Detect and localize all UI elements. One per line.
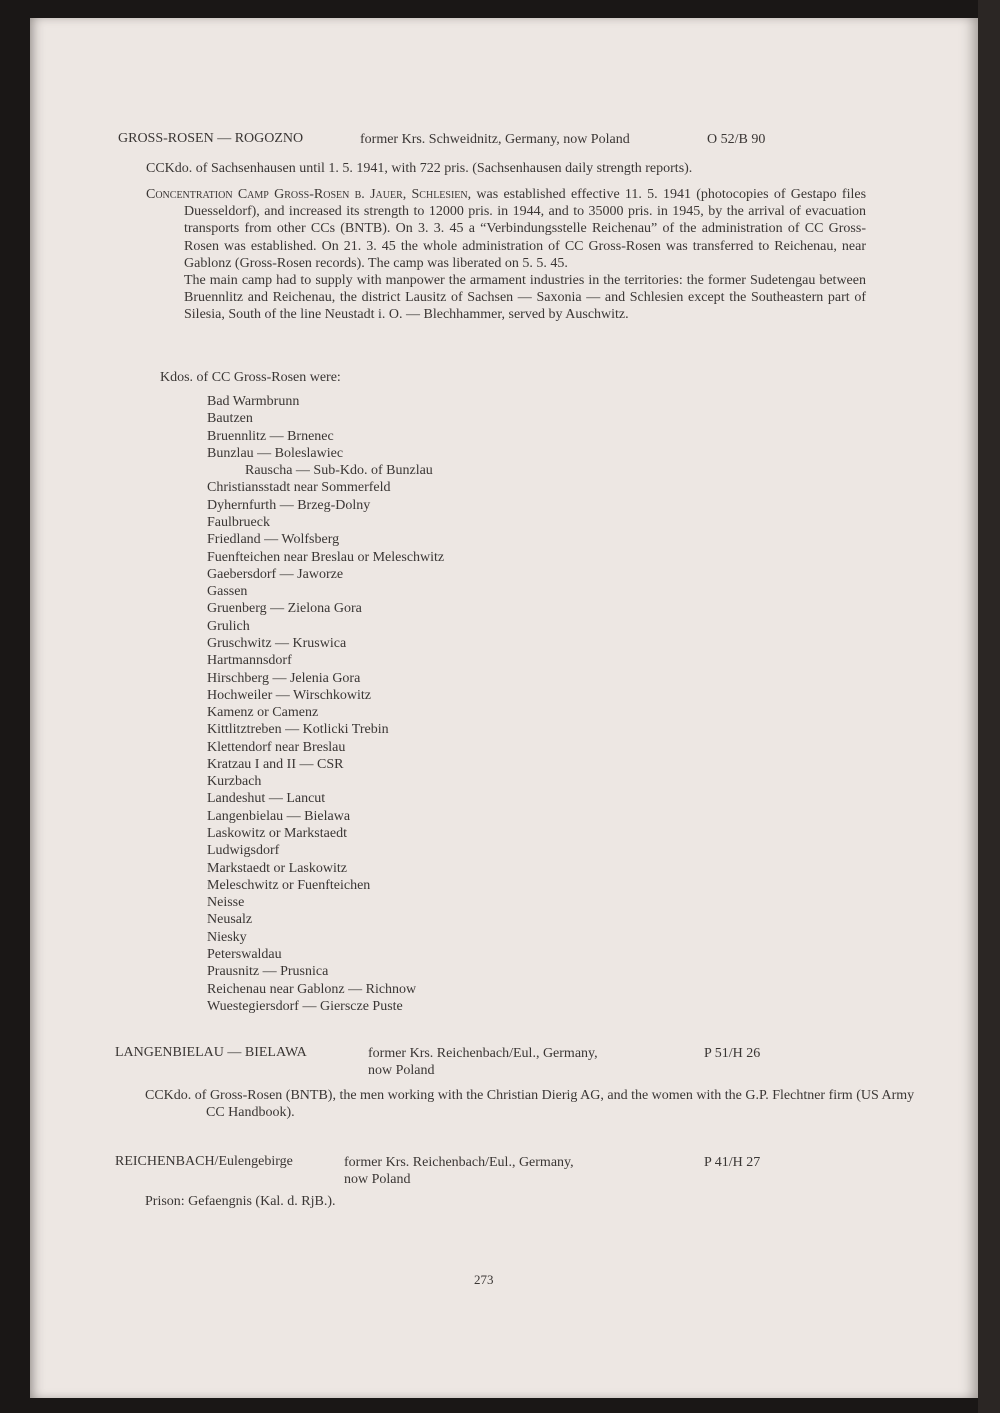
- book-edge: [978, 0, 1000, 1413]
- list-item: Hirschberg — Jelenia Gora: [207, 670, 361, 686]
- list-item: Gassen: [207, 584, 248, 600]
- entry-grid: P 41/H 27: [704, 1155, 761, 1170]
- page-number: 273: [474, 1272, 494, 1287]
- list-item: Friedland — Wolfsberg: [207, 532, 340, 548]
- entry-location: former Krs. Reichenbach/Eul., Germany,: [368, 1046, 598, 1061]
- list-item: Kamenz or Camenz: [207, 705, 319, 721]
- entry-location: now Poland: [344, 1172, 411, 1187]
- list-item: Laskowitz or Markstaedt: [207, 826, 347, 842]
- paragraph-text: was established effective 11. 5. 1941 (photocopies of Gestapo files Duesseldorf), and increased its strength to 12000 pris. in 1944, and to 35000 pris. in 1945, by the arrival of evacuation transports from other CCs (BNTB). On 3. 3. 45 a “Verbindungsstelle Reichenau” of the administration of CC Gross-Rosen was established. On 21. 3. 45 the whole administration of CC Gross-Rosen was transferred to Reichenau, near Gablonz (Gross-Rosen records). The camp was liberated on 5. 5. 45.: [184, 187, 867, 271]
- entry-heading: REICHENBACH/Eulengebirge: [115, 1154, 293, 1169]
- list-item: Christiansstadt near Sommerfeld: [207, 480, 391, 496]
- entry-location: now Poland: [368, 1063, 435, 1078]
- list-item: Fuenfteichen near Breslau or Meleschwitz: [207, 549, 445, 565]
- list-item: Bunzlau — Boleslawiec: [207, 445, 344, 461]
- kdos-list: [207, 393, 444, 1015]
- list-item: Ludwigsdorf: [207, 843, 280, 859]
- list-item: Neisse: [207, 895, 245, 911]
- list-item: Landeshut — Lancut: [207, 791, 326, 807]
- list-item: Kratzau I and II — CSR: [207, 756, 344, 772]
- list-item: Wuestegiersdorf — Gierscze Puste: [207, 998, 403, 1014]
- list-item: Gruschwitz — Kruswica: [207, 635, 347, 651]
- list-item: Faulbrueck: [207, 514, 270, 530]
- list-item: Reichenau near Gablonz — Richnow: [207, 981, 417, 997]
- list-item: Kurzbach: [207, 774, 262, 790]
- list-item: Neusalz: [207, 912, 253, 928]
- list-item: Gaebersdorf — Jaworze: [207, 566, 344, 582]
- list-item: Meleschwitz or Fuenfteichen: [207, 877, 371, 893]
- kdos-label: Kdos. of CC Gross-Rosen were:: [160, 370, 341, 385]
- list-item: Dyhernfurth — Brzeg-Dolny: [207, 497, 371, 513]
- paragraph-text: The main camp had to supply with manpower the armament industries in the territories: the former Sudetengau between Bruennlitz and Reichenau, the district Lausitz of Sachsen — Saxonia — and Schlesien except the Southeastern part of Silesia, South of the line Neustadt i. O. — Blechhammer, served by Auschwitz.: [184, 273, 866, 323]
- list-item: Gruenberg — Zielona Gora: [207, 601, 362, 617]
- list-item: Hochweiler — Wirschkowitz: [207, 687, 372, 703]
- camp-name: Concentration Camp Gross-Rosen b. Jauer, Schlesien,: [146, 187, 472, 202]
- entry-paragraph: Prison: Gefaengnis (Kal. d. RjB.).: [145, 1194, 336, 1209]
- list-item: Bruennlitz — Brnenec: [207, 428, 334, 444]
- list-item: Rauscha — Sub-Kdo. of Bunzlau: [245, 463, 433, 479]
- entry-location: former Krs. Schweidnitz, Germany, now Poland: [360, 132, 630, 147]
- entry-grid: O 52/B 90: [707, 132, 766, 147]
- list-item: Hartmannsdorf: [207, 653, 292, 669]
- list-item: Prausnitz — Prusnica: [207, 964, 329, 980]
- list-item: Bad Warmbrunn: [207, 394, 300, 409]
- entry-paragraph: CCKdo. of Gross-Rosen (BNTB), the men working with the Christian Dierig AG, and the women with the G.P. Flechtner firm (US Army CC Handbook).: [145, 1088, 915, 1121]
- list-item: Niesky: [207, 929, 247, 945]
- list-item: Langenbielau — Bielawa: [207, 808, 351, 824]
- list-item: Peterswaldau: [207, 947, 282, 962]
- entry-heading: LANGENBIELAU — BIELAWA: [115, 1045, 307, 1060]
- list-item: Bautzen: [207, 411, 253, 427]
- entry-paragraph: CCKdo. of Sachsenhausen until 1. 5. 1941, with 722 pris. (Sachsenhausen daily strength reports).: [146, 161, 693, 176]
- list-item: Kittlitztreben — Kotlicki Trebin: [207, 722, 389, 738]
- entry-grid: P 51/H 26: [704, 1046, 761, 1061]
- list-item: Klettendorf near Breslau: [207, 739, 346, 755]
- list-item: Markstaedt or Laskowitz: [207, 860, 347, 876]
- list-item: Grulich: [207, 618, 250, 634]
- entry-heading: GROSS-ROSEN — ROGOZNO: [118, 131, 304, 146]
- entry-paragraph: [146, 186, 866, 324]
- entry-location: former Krs. Reichenbach/Eul., Germany,: [344, 1155, 574, 1170]
